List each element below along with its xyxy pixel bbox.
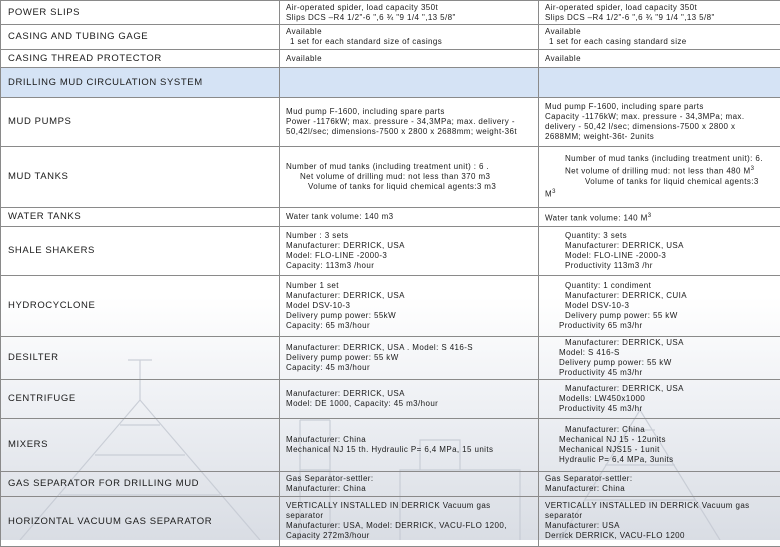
spec-line: Manufacturer: USA xyxy=(545,521,774,531)
spec-line: Number of mud tanks (including treatment unit) : 6 . xyxy=(286,162,532,172)
spec-cell-col2 xyxy=(539,50,780,68)
spec-line: Manufacturer: China xyxy=(286,435,532,445)
spec-line: Capacity: 45 m3/hour xyxy=(286,363,532,373)
spec-line: Available xyxy=(286,54,532,64)
table-row xyxy=(1,1,780,25)
row-name: CASING AND TUBING GAGE xyxy=(1,25,280,50)
spec-cell-col2 xyxy=(539,227,780,276)
table-row xyxy=(1,227,780,276)
spec-line: Productivity 65 m3/hr xyxy=(545,321,774,331)
spec-line: Manufacturer: DERRICK, USA xyxy=(286,389,532,399)
spec-cell-col2 xyxy=(539,337,780,380)
row-name: POWER SLIPS xyxy=(1,1,280,25)
spec-cell-col1 xyxy=(280,50,539,68)
spec-line: $M^3$ xyxy=(545,187,774,200)
spec-line: Manufacturer: DERRICK, CUIA xyxy=(545,291,774,301)
table-row xyxy=(1,497,780,547)
spec-cell-col2 xyxy=(539,1,780,25)
spec-line: Manufacturer: DERRICK, USA xyxy=(545,241,774,251)
spec-cell-col1 xyxy=(280,472,539,497)
spec-line: Derrick DERRICK, VACU-FLO 1200 xyxy=(545,531,774,541)
row-name: MUD PUMPS xyxy=(1,98,280,147)
table-row xyxy=(1,50,780,68)
table-row xyxy=(1,208,780,227)
spec-line: Mechanical NJ 15 - 12units xyxy=(545,435,774,445)
spec-cell-col1 xyxy=(280,98,539,147)
spec-cell-col1 xyxy=(280,1,539,25)
spec-line: VERTICALLY INSTALLED IN DERRICK Vacuum gas xyxy=(545,501,774,511)
spec-cell-col2 xyxy=(539,98,780,147)
spec-line: Model: FLO-LINE -2000-3 xyxy=(286,251,532,261)
spec-line: Delivery pump power: 55 kW xyxy=(545,358,774,368)
spec-line: 1 set for each standard size of casings xyxy=(286,37,532,47)
spec-line: Mud pump F-1600, including spare parts xyxy=(286,107,532,117)
spec-line: Manufacturer: DERRICK, USA xyxy=(545,384,774,394)
section-title: DRILLING MUD CIRCULATION SYSTEM xyxy=(1,68,280,98)
spec-cell-col1 xyxy=(280,276,539,337)
row-name: GAS SEPARATOR FOR DRILLING MUD xyxy=(1,472,280,497)
table-row xyxy=(1,276,780,337)
spec-line: separator xyxy=(545,511,774,521)
spec-line: 2688MM; weight-36t- 2units xyxy=(545,132,774,142)
spec-line: 1 set for each casing standard size xyxy=(545,37,774,47)
spec-line: Slips DCS –R4 1/2"-6 ",6 ¾ "9 1/4 ",13 5/8" xyxy=(286,13,532,23)
spec-line: Capacity -1176kW; max. pressure - 34,3MPa; max. xyxy=(545,112,774,122)
row-name: WATER TANKS xyxy=(1,208,280,227)
row-name: HYDROCYCLONE xyxy=(1,276,280,337)
spec-line: Delivery pump power: 55kW xyxy=(286,311,532,321)
row-name: DESILTER xyxy=(1,337,280,380)
spec-cell-col2 xyxy=(539,208,780,227)
spec-line: Manufacturer: DERRICK, USA xyxy=(286,241,532,251)
table-row xyxy=(1,147,780,208)
spec-line: Hydraulic P= 6,4 MPa, 3units xyxy=(545,455,774,465)
spec-line: Manufacturer: DERRICK, USA xyxy=(286,291,532,301)
spec-line: delivery - 50,42 l/sec; dimensions-7500 x 2800 x xyxy=(545,122,774,132)
spec-cell-col1 xyxy=(280,147,539,208)
spec-line: Productivity 45 m3/hr xyxy=(545,368,774,378)
spec-line: Available xyxy=(545,27,774,37)
spec-cell-col1 xyxy=(280,227,539,276)
spec-cell-col2 xyxy=(539,276,780,337)
spec-cell-col2 xyxy=(539,472,780,497)
spec-line: Model: DE 1000, Capacity: 45 m3/hour xyxy=(286,399,532,409)
table-row xyxy=(1,380,780,419)
spec-line: Volume of tanks for liquid chemical agents:3 m3 xyxy=(286,182,532,192)
row-name: MIXERS xyxy=(1,419,280,472)
spec-line: Number : 3 sets xyxy=(286,231,532,241)
spec-line: Quantity: 1 condiment xyxy=(545,281,774,291)
spec-cell-col1 xyxy=(280,25,539,50)
row-name: MUD TANKS xyxy=(1,147,280,208)
spec-line: Manufacturer: DERRICK, USA xyxy=(545,338,774,348)
spec-line: Gas Separator-settler: xyxy=(545,474,774,484)
spec-cell-col1 xyxy=(280,68,539,98)
spec-line: Water tank volume: 140 $M^3$ xyxy=(545,211,774,224)
spec-line: Net volume of drilling mud: not less than 370 m3 xyxy=(286,172,532,182)
spec-line: Model DSV-10-3 xyxy=(545,301,774,311)
spec-line: separator xyxy=(286,511,532,521)
spec-cell-col2 xyxy=(539,497,780,547)
spec-cell-col1 xyxy=(280,208,539,227)
spec-line: Net volume of drilling mud: not less than 480 $M^3$ xyxy=(545,164,774,177)
table-row xyxy=(1,419,780,472)
spec-line: Available xyxy=(545,54,774,64)
row-name: SHALE SHAKERS xyxy=(1,227,280,276)
spec-line: Capacity: 65 m3/hour xyxy=(286,321,532,331)
table-row xyxy=(1,25,780,50)
spec-cell-col1 xyxy=(280,337,539,380)
spec-line: VERTICALLY INSTALLED IN DERRICK Vacuum gas xyxy=(286,501,532,511)
spec-line: Manufacturer: DERRICK, USA . Model: S 416-S xyxy=(286,343,532,353)
spec-line: Model: FLO-LINE -2000-3 xyxy=(545,251,774,261)
spec-line: Productivity 113m3 /hr xyxy=(545,261,774,271)
spec-line: Available xyxy=(286,27,532,37)
spec-line: Air-operated spider, load capacity 350t xyxy=(545,3,774,13)
spec-line: Power -1176kW; max. pressure - 34,3MPa; max. delivery - xyxy=(286,117,532,127)
spec-line: Modells: LW450x1000 xyxy=(545,394,774,404)
spec-line: Volume of tanks for liquid chemical agents:3 xyxy=(545,177,774,187)
section-header-row xyxy=(1,68,780,98)
table-row xyxy=(1,472,780,497)
spec-cell-col1 xyxy=(280,419,539,472)
row-name: HORIZONTAL VACUUM GAS SEPARATOR xyxy=(1,497,280,547)
table-row xyxy=(1,98,780,147)
spec-cell-col1 xyxy=(280,380,539,419)
spec-line: Delivery pump power: 55 kW xyxy=(286,353,532,363)
spec-cell-col2 xyxy=(539,25,780,50)
spec-line: Air-operated spider, load capacity 350t xyxy=(286,3,532,13)
spec-line: Model DSV-10-3 xyxy=(286,301,532,311)
spec-line: Manufacturer: China xyxy=(545,425,774,435)
spec-cell-col1 xyxy=(280,497,539,547)
spec-cell-col2 xyxy=(539,419,780,472)
spec-cell-col2 xyxy=(539,68,780,98)
spec-line: Number of mud tanks (including treatment unit): 6. xyxy=(545,154,774,164)
spec-line: Slips DCS –R4 1/2"-6 ",6 ¾ "9 1/4 ",13 5/8" xyxy=(545,13,774,23)
spec-line: Manufacturer: USA, Model: DERRICK, VACU-FLO 1200, xyxy=(286,521,532,531)
spec-line: Number 1 set xyxy=(286,281,532,291)
spec-line: Water tank volume: 140 m3 xyxy=(286,212,532,222)
spec-cell-col2 xyxy=(539,147,780,208)
spec-line: Quantity: 3 sets xyxy=(545,231,774,241)
spec-line: Mud pump F-1600, including spare parts xyxy=(545,102,774,112)
spec-line: Mechanical NJS15 - 1unit xyxy=(545,445,774,455)
spec-line: Capacity 272m3/hour xyxy=(286,531,532,541)
table-row xyxy=(1,337,780,380)
spec-line: Gas Separator-settler: xyxy=(286,474,532,484)
spec-line: Capacity: 113m3 /hour xyxy=(286,261,532,271)
spec-line: 50,42l/sec; dimensions-7500 x 2800 x 2688mm; weight-36t xyxy=(286,127,532,137)
spec-line: Manufacturer: China xyxy=(545,484,774,494)
spec-line: Mechanical NJ 15 th. Hydraulic P= 6,4 MPa, 15 units xyxy=(286,445,532,455)
spec-line: Delivery pump power: 55 kW xyxy=(545,311,774,321)
row-name: CASING THREAD PROTECTOR xyxy=(1,50,280,68)
spec-cell-col2 xyxy=(539,380,780,419)
spec-line: Manufacturer: China xyxy=(286,484,532,494)
spec-line: Productivity 45 m3/hr xyxy=(545,404,774,414)
spec-line: Model: S 416-S xyxy=(545,348,774,358)
row-name: CENTRIFUGE xyxy=(1,380,280,419)
